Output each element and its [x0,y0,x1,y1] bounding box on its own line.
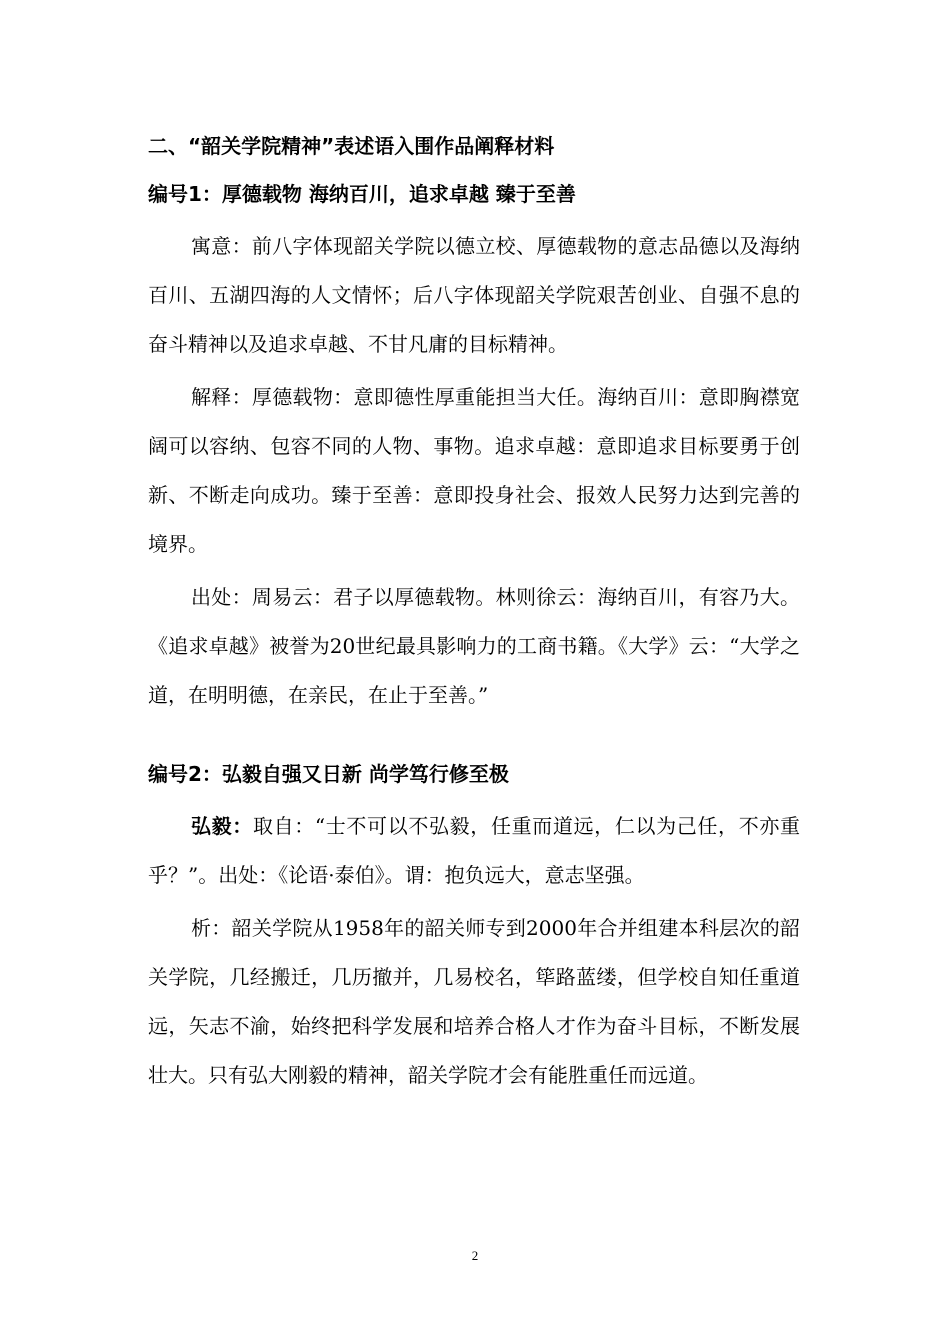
page-number: 2 [471,1248,479,1263]
page-body [148,132,800,1104]
entry-1-explanation: 解释：厚德载物：意即德性厚重能担当大任。海纳百川：意即胸襟宽阔可以容纳、包容不同的人物、事物。追求卓越：意即追求目标要勇于创新、不断走向成功。臻于至善：意即投身社会、报效人民努力达到完善的境界。 [148,385,800,556]
entry-1-meaning: 寓意：前八字体现韶关学院以德立校、厚德载物的意志品德以及海纳百川、五湖四海的人文情怀；后八字体现韶关学院艰苦创业、自强不息的奋斗精神以及追求卓越、不甘凡庸的目标精神。 [148,234,800,356]
entry-1-heading: 编号1：厚德载物 海纳百川，追求卓越 臻于至善 [148,182,576,206]
entry-2-heading: 编号2：弘毅自强又日新 尚学笃行修至极 [148,762,509,786]
entry-2-term [148,802,800,900]
spacer [148,724,800,760]
entry-1-source: 出处：周易云：君子以厚德载物。林则徐云：海纳百川，有容乃大。《追求卓越》被誉为20世纪最具影响力的工商书籍。《大学》云：“大学之道，在明明德，在亲民，在止于至善。” [148,585,800,707]
entry-2-term-text: 取自：“士不可以不弘毅，任重而道远，仁以为己任，不亦重乎？”。出处：《论语·泰伯》。谓：抱负远大，意志坚强。 [148,814,801,887]
entry-2-term-label: 弘毅： [191,814,253,838]
section-heading: 二、“韶关学院精神”表述语入围作品阐释材料 [148,134,555,158]
entry-2-analysis: 析：韶关学院从1958年的韶关师专到2000年合并组建本科层次的韶关学院，几经搬迁，几历撤并，几易校名，筚路蓝缕，但学校自知任重道远，矢志不渝，始终把科学发展和培养合格人才作为奋斗目标，不断发展壮大。只有弘大刚毅的精神，韶关学院才会有能胜重任而远道。 [148,916,800,1087]
